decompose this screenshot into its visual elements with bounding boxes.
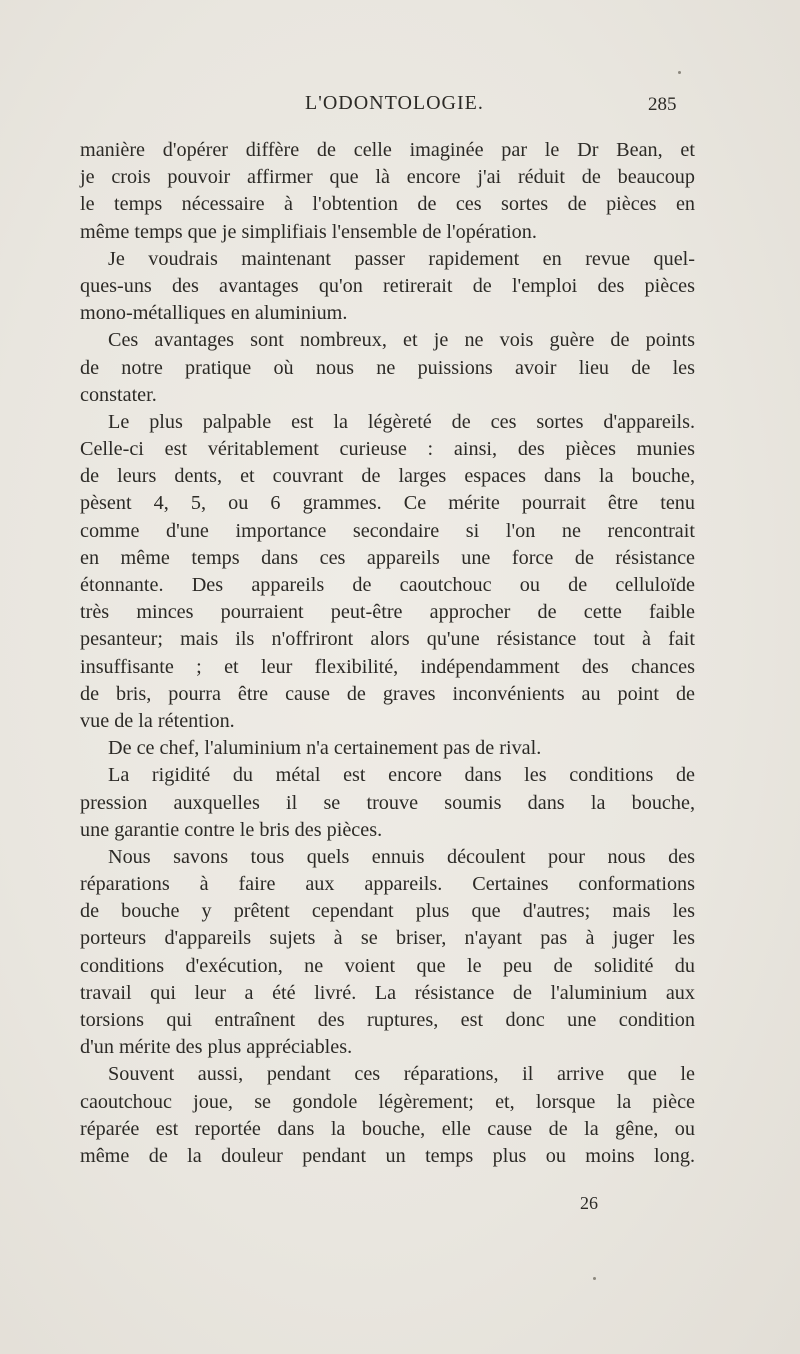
text-line: constater. — [80, 383, 157, 406]
text-line: conditions d'exécution, ne voient que le peu de solidité du — [80, 954, 695, 977]
text-line: pèsent 4, 5, ou 6 grammes. Ce mérite pourrait être tenu — [80, 492, 695, 515]
text-line: porteurs d'appareils sujets à se briser, n'ayant pas à juger les — [80, 927, 695, 950]
body-text — [80, 137, 695, 1170]
text-line: ques-uns des avantages qu'on retirerait de l'emploi des pièces — [80, 274, 695, 297]
text-line: très minces pourraient peut-être approcher de cette faible — [80, 601, 695, 624]
text-line: même de la douleur pendant un temps plus ou moins long. — [80, 1144, 695, 1167]
text-line: Le plus palpable est la légèreté de ces sortes d'appareils. — [108, 410, 695, 433]
text-line: travail qui leur a été livré. La résistance de l'aluminium aux — [80, 981, 695, 1004]
text-line: réparations à faire aux appareils. Certaines conformations — [80, 873, 695, 896]
text-line: Celle-ci est véritablement curieuse : ainsi, des pièces munies — [80, 438, 695, 461]
text-line: Souvent aussi, pendant ces réparations, il arrive que le — [108, 1063, 695, 1086]
text-line: Ces avantages sont nombreux, et je ne vois guère de points — [108, 329, 695, 352]
text-line: réparée est reportée dans la bouche, elle cause de la gêne, ou — [80, 1117, 695, 1140]
text-line: mono-métalliques en aluminium. — [80, 302, 348, 325]
text-line: de leurs dents, et couvrant de larges espaces dans la bouche, — [80, 465, 695, 488]
text-line: De ce chef, l'aluminium n'a certainement pas de rival. — [108, 737, 542, 760]
text-line: de notre pratique où nous ne puissions avoir lieu de les — [80, 356, 695, 379]
paper-speck — [593, 1277, 596, 1280]
signature-mark: 26 — [580, 1193, 598, 1213]
text-line: caoutchouc joue, se gondole légèrement; et, lorsque la pièce — [80, 1090, 695, 1113]
text-line: une garantie contre le bris des pièces. — [80, 818, 383, 841]
text-line: de bouche y prêtent cependant plus que d'autres; mais les — [80, 900, 695, 923]
running-title: L'ODONTOLOGIE. — [305, 92, 484, 114]
text-line: torsions qui entraînent des ruptures, est donc une condition — [80, 1009, 695, 1031]
text-line: manière d'opérer diffère de celle imaginée par le Dr Bean, et — [80, 139, 695, 161]
text-line: étonnante. Des appareils de caoutchouc ou de celluloïde — [80, 574, 695, 596]
text-line: pesanteur; mais ils n'offriront alors qu'une résistance tout à fait — [80, 628, 695, 651]
page-header — [0, 92, 800, 122]
text-line: Je voudrais maintenant passer rapidement en revue quel- — [108, 247, 695, 270]
text-line: pression auxquelles il se trouve soumis dans la bouche, — [80, 791, 695, 814]
text-line: en même temps dans ces appareils une force de résistance — [80, 546, 695, 569]
text-line: Nous savons tous quels ennuis découlent pour nous des — [108, 845, 695, 868]
page-number: 285 — [648, 94, 677, 115]
text-line: comme d'une importance secondaire si l'on ne rencontrait — [80, 519, 695, 542]
text-line: vue de la rétention. — [80, 709, 235, 732]
text-line: La rigidité du métal est encore dans les conditions de — [108, 764, 695, 787]
text-line: de bris, pourra être cause de graves inconvénients au point de — [80, 682, 695, 705]
text-line: d'un mérite des plus appréciables. — [80, 1036, 353, 1059]
text-line: même temps que je simplifiais l'ensemble de l'opération. — [80, 220, 537, 243]
text-line: je crois pouvoir affirmer que là encore j'ai réduit de beaucoup — [80, 166, 695, 189]
paper-speck — [678, 71, 681, 74]
text-line: insuffisante ; et leur flexibilité, indépendamment des chances — [80, 655, 695, 678]
text-line: le temps nécessaire à l'obtention de ces sortes de pièces en — [80, 193, 695, 216]
